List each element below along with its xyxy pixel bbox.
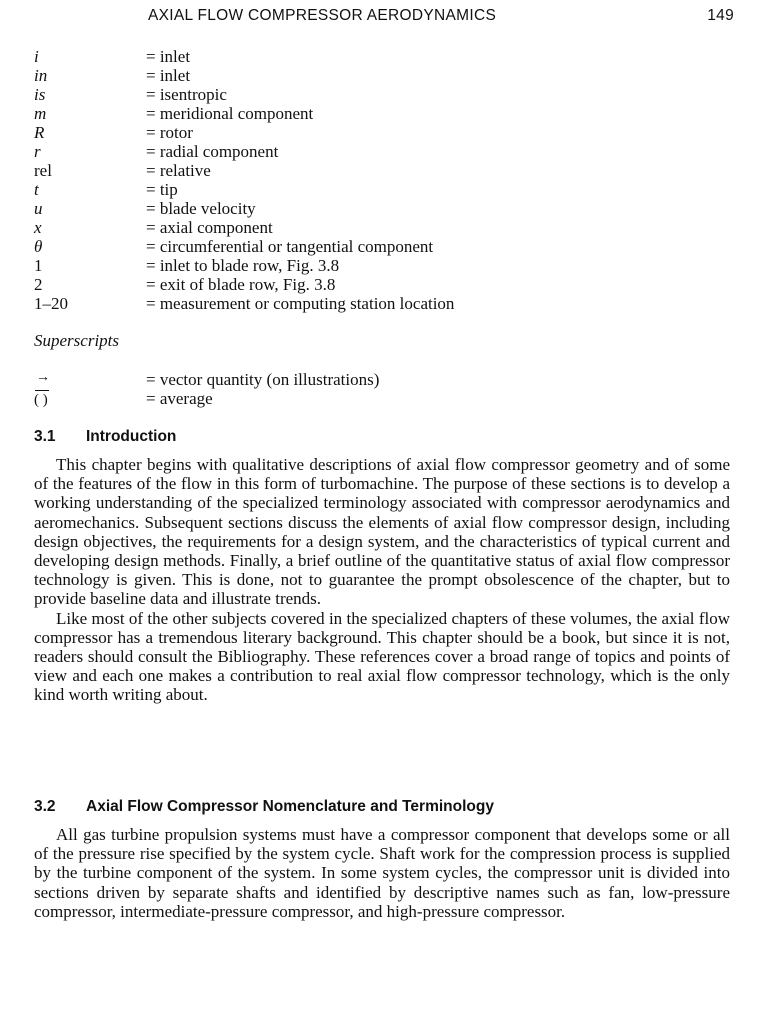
paragraph: This chapter begins with qualitative descriptions of axial flow compressor geometry and of some of the features of the flow in this form of turbomachine. The purpose of these sections is to develop a working understanding of the specialized terminology associated with compressor aerodynamics and aeromechanics. Subsequent sections discuss the elements of axial flow compressor design, including design objectives, the requirements for a design system, and the characteristics of typical current and developing design methods. Finally, a brief outline of the quantitative status of axial flow compressor technology is given. This is done, not to guarantee the prompt obsolescence of the chapter, but to provide baseline data and illustrate trends. [34,455,730,609]
definition: = isentropic [146,85,227,104]
symbol: m [34,104,47,123]
list-item [34,275,734,294]
definition: = inlet [146,47,191,66]
definition: = measurement or computing station location [146,294,455,313]
symbol: θ [34,237,43,256]
list-item [34,104,734,123]
section-body [34,455,730,705]
section-title: Axial Flow Compressor Nomenclature and Terminology [86,798,494,815]
running-head [0,7,768,27]
paragraph: Like most of the other subjects covered in the specialized chapters of these volumes, the axial flow compressor has a tremendous literary background. This chapter should be a book, but since it is not, readers should consult the Bibliography. These references cover a broad range of topics and points of view and each one makes a contribution to real axial flow compressor technology, which is the only kind worth writing about. [34,608,730,705]
definition: = tip [146,180,178,199]
running-title: AXIAL FLOW COMPRESSOR AERODYNAMICS [148,7,497,24]
symbol: rel [34,161,52,180]
list-item: ( ) = average [34,389,213,408]
symbol: x [34,218,42,237]
definition: = vector quantity (on illustrations) [146,370,380,389]
definition: = inlet [146,66,191,85]
list-item [34,256,734,275]
symbol: 1–20 [34,294,68,313]
section-number: 3.2 [34,798,56,815]
symbol: t [34,180,39,199]
symbol: 1 [34,256,43,275]
list-item [34,218,734,237]
section-heading [34,798,494,816]
list-item [34,85,734,104]
section-heading [34,428,176,446]
list-item [34,47,734,66]
symbol: is [34,85,46,104]
symbol: i [34,47,39,66]
symbol: in [34,66,48,85]
subscript-list [34,47,734,313]
list-item [34,294,734,313]
definition: = radial component [146,142,279,161]
list-item [34,199,734,218]
symbol: 2 [34,275,43,294]
symbol: R [34,123,45,142]
paragraph: All gas turbine propulsion systems must have a compressor component that develops some or all of the pressure rise specified by the system cycle. Shaft work for the compression process is supplied by the turbine component of the system. In some system cycles, the compressor unit is divided into sections driven by separate shafts and identified by descriptive names such as fan, low-pressure compressor, intermediate-pressure compressor, and high-pressure compressor. [34,825,730,921]
symbol: r [34,142,41,161]
list-item [34,66,734,85]
section-title: Introduction [86,428,177,445]
definition: = meridional component [146,104,314,123]
list-item [34,142,734,161]
list-item [34,123,734,142]
definition: = axial component [146,218,273,237]
definition: = circumferential or tangential component [146,237,434,256]
definition: = exit of blade row, Fig. 3.8 [146,275,336,294]
list-item: → = vector quantity (on illustrations) [36,370,380,389]
list-item [34,180,734,199]
list-item [34,161,734,180]
definition: = average [146,389,213,408]
page-number: 149 [707,7,734,24]
symbol: u [34,199,43,218]
definition: = relative [146,161,211,180]
definition: = blade velocity [146,199,256,218]
superscript-list [34,370,734,408]
superscripts-heading: Superscripts [34,331,119,350]
section-body [34,825,730,921]
section-number: 3.1 [34,428,56,445]
definition: = inlet to blade row, Fig. 3.8 [146,256,340,275]
list-item [34,237,734,256]
definition: = rotor [146,123,193,142]
